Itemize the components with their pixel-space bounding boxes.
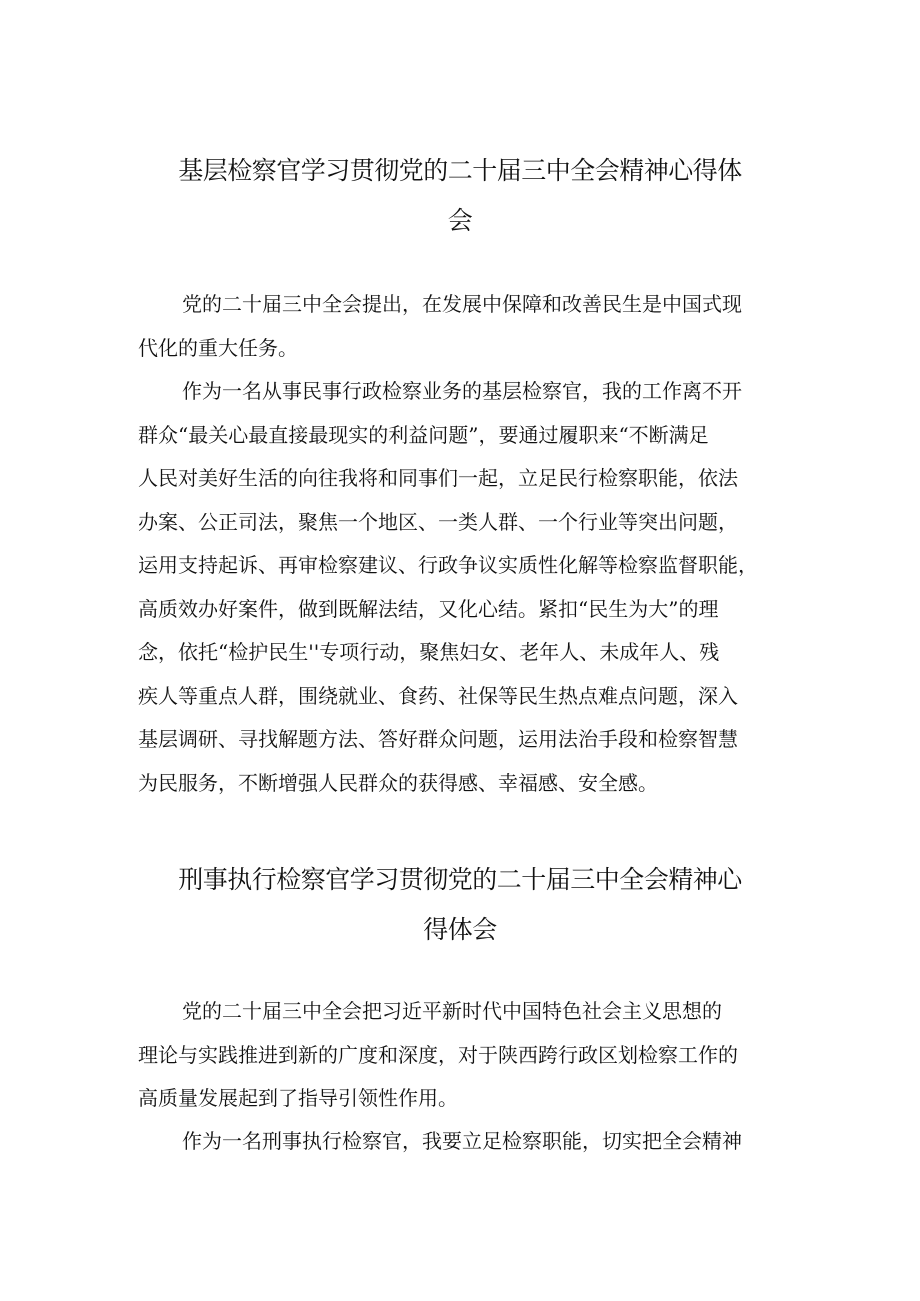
- section-2-paragraph-2: [138, 1120, 798, 1164]
- title-line: 会: [447, 206, 473, 235]
- title-line: 得体会: [423, 915, 497, 944]
- section-1-paragraph-2: [138, 370, 798, 805]
- paragraph-line: 党的二十届三中全会提出，在发展中保障和改善民生是中国式现: [182, 292, 742, 316]
- paragraph-line: 作为一名刑事执行检察官，我要立足检察职能，切实把全会精神: [182, 1129, 742, 1153]
- paragraph-line: 人民对美好生活的向往我将和同事们一起，立足民行检察职能，依法: [138, 466, 738, 490]
- paragraph-line: 党的二十届三中全会把习近平新时代中国特色社会主义思想的: [182, 999, 722, 1023]
- section-2-title: [130, 855, 790, 955]
- paragraph-line: 运用支持起诉、再审检察建议、行政争议实质性化解等检察监督职能，: [138, 553, 758, 577]
- paragraph-line: 理论与实践推进到新的广度和深度，对于陕西跨行政区划检察工作的: [138, 1042, 738, 1067]
- title-line: 基层检察官学习贯彻党的二十届三中全会精神心得体: [178, 156, 742, 185]
- paragraph-line: 基层调研、寻找解题方法、答好群众问题，运用法治手段和检察智慧: [138, 727, 738, 751]
- title-line: 刑事执行检察官学习贯彻党的二十届三中全会精神心: [178, 865, 742, 894]
- paragraph-line: 群众“最关心最直接最现实的利益问题”，要通过履职来“不断满足: [138, 422, 709, 447]
- paragraph-line: 念，依托“检护民生''专项行动，聚焦妇女、老年人、未成年人、残: [138, 640, 720, 664]
- paragraph-line: 代化的重大任务。: [138, 335, 298, 360]
- section-2-paragraph-1: [138, 990, 798, 1121]
- section-1-paragraph-1: [138, 283, 798, 370]
- paragraph-line: 疾人等重点人群，围绕就业、食药、社保等民生热点难点问题，深入: [138, 683, 738, 708]
- paragraph-line: 高质效办好案件，做到既解法结，又化心结。紧扣“民生为大”的理: [138, 596, 719, 621]
- paragraph-line: 作为一名从事民事行政检察业务的基层检察官，我的工作离不开: [182, 379, 742, 403]
- paragraph-line: 为民服务，不断增强人民群众的获得感、幸福感、安全感。: [138, 770, 658, 795]
- section-1-title: [130, 146, 790, 246]
- paragraph-line: 高质量发展起到了指导引领性作用。: [138, 1086, 458, 1110]
- paragraph-line: 办案、公正司法，聚焦一个地区、一类人群、一个行业等突出问题，: [138, 509, 738, 534]
